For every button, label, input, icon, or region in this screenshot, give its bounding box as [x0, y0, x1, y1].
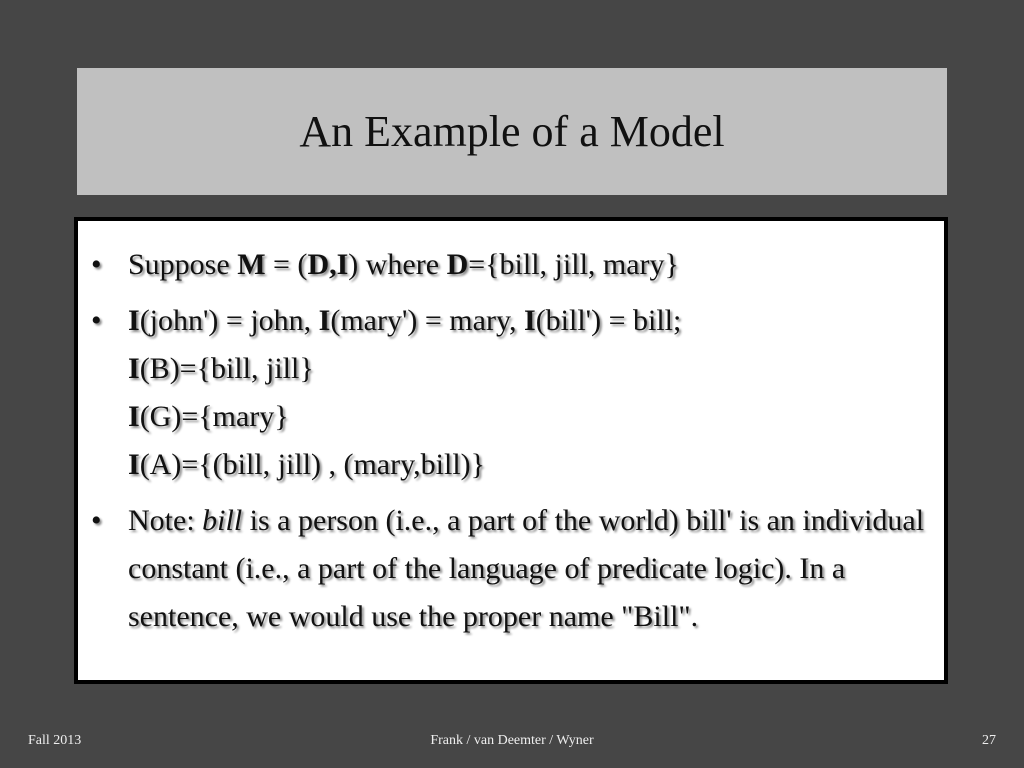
bullet-text-segment: I	[524, 304, 536, 337]
bullet-text-segment: I	[128, 352, 140, 385]
bullet-item	[78, 497, 934, 641]
title-bar	[77, 68, 947, 195]
bullet-item	[78, 297, 934, 489]
bullet-text-segment: I	[128, 400, 140, 433]
bullet-icon: •	[91, 304, 102, 337]
bullet-text-segment: D	[446, 248, 469, 281]
bullet-text-segment: M	[237, 248, 266, 281]
bullet-line	[128, 345, 934, 393]
bullet-text-segment: = (	[265, 248, 308, 281]
bullet-text-segment: bill	[202, 504, 243, 537]
bullet-icon: •	[91, 504, 102, 537]
bullet-line	[128, 393, 934, 441]
bullet-text-segment: I	[318, 304, 331, 337]
bullet-text-segment: (G)={mary}	[139, 400, 289, 433]
bullet-text-segment: I	[128, 304, 140, 337]
slide-number: 27	[982, 733, 996, 748]
bullet-text-segment: (B)={bill, jill}	[139, 352, 314, 385]
bullet-text-segment: is a person (i.e., a part of the world) bill' is an individual constant (i.e., a part of the language of predicate logic). In a sentence, we would use the proper name "Bill".	[128, 504, 925, 633]
bullet-line	[128, 297, 934, 345]
slide-title: An Example of a Model	[299, 107, 725, 156]
bullet-text-segment: I	[128, 448, 140, 481]
footer-authors: Frank / van Deemter / Wyner	[430, 733, 594, 748]
bullet-text-segment: Note:	[128, 504, 203, 537]
bullet-text-segment: (john') = john,	[139, 304, 319, 337]
bullet-line	[128, 441, 934, 489]
bullet-list	[78, 221, 944, 641]
content-box	[74, 217, 948, 684]
bullet-text-segment: Suppose	[128, 248, 238, 281]
bullet-text-segment: (mary') = mary,	[330, 304, 524, 337]
bullet-text-segment: D,I	[307, 248, 349, 281]
bullet-text-segment: ) where	[348, 248, 447, 281]
footer-date: Fall 2013	[28, 733, 82, 748]
bullet-text-segment: ={bill, jill, mary}	[468, 248, 679, 281]
bullet-item	[78, 241, 934, 289]
bullet-text-segment: (bill') = bill;	[535, 304, 682, 337]
bullet-text-segment: (A)={(bill, jill) , (mary,bill)}	[139, 448, 486, 481]
bullet-icon: •	[91, 248, 102, 281]
